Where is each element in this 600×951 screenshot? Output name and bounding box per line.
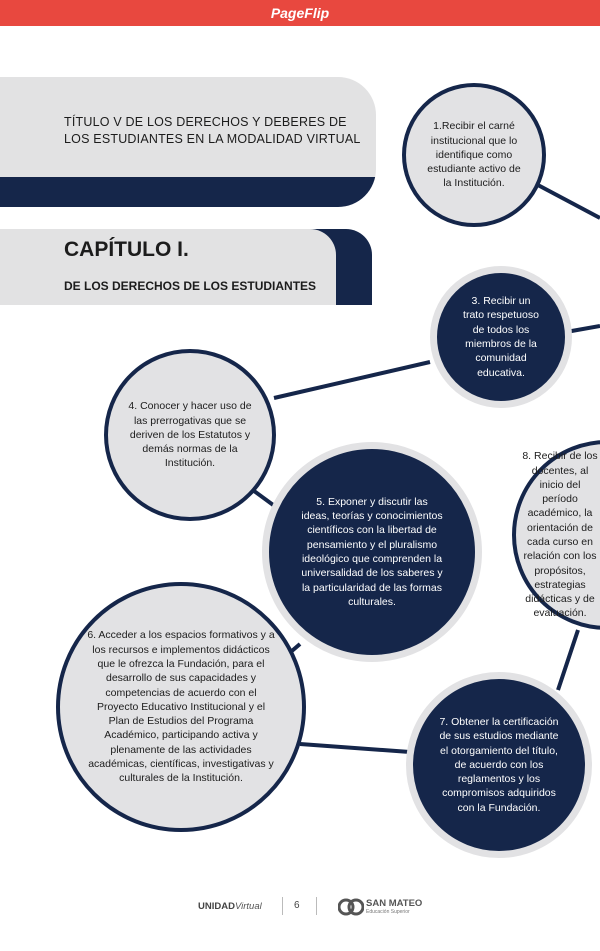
connector-6-7	[300, 744, 410, 752]
brand-name: SAN MATEO	[366, 898, 423, 909]
right-circle-8	[512, 440, 600, 630]
unidad-virtual-logo: UNIDADVirtual	[198, 901, 262, 912]
app-title: PageFlip	[270, 5, 330, 21]
right-circle-6	[56, 582, 306, 832]
right-6-text: 6. Acceder a los espacios formativos y a los recursos e implementos didácticos que le ofrezca la Fundación, para el desarrollo de sus capacidades y competencias de acuerdo con el Proyecto Educativo Institucional y el Plan de Estudios del Programa Académico, participando activa y plenamente de las actividades académicas, científicas, investigativas y culturales de la Institución.	[87, 629, 275, 785]
right-circle-3	[430, 266, 572, 408]
right-3-text: 3. Recibir un trato respetuoso de todos los miembros de la comunidad educativa.	[463, 295, 539, 379]
right-circle-5	[262, 442, 482, 662]
connector-4-3	[274, 362, 430, 398]
right-4-text: 4. Conocer y hacer uso de las prerrogativas que se deriven de los Estatutos y demás normas de la Institución.	[128, 400, 252, 470]
right-7-text: 7. Obtener la certificación de sus estudios mediante el otorgamiento del título, de acuerdo con los reglamentos y los compromisos adquiridos con la Fundación.	[439, 715, 559, 814]
connector-7-8	[558, 630, 578, 690]
right-1-text: 1.Recibir el carné institucional que lo identifique como estudiante activo de la Institución.	[427, 120, 521, 190]
connector-1	[536, 184, 600, 218]
san-mateo-logo-icon	[338, 896, 364, 918]
right-circle-7	[406, 672, 592, 858]
section-title: TÍTULO V DE LOS DERECHOS Y DEBERES DE LOS ESTUDIANTES EN LA MODALIDAD VIRTUAL	[64, 115, 361, 146]
chapter-title: CAPÍTULO I.	[64, 238, 189, 261]
footer-divider	[282, 897, 283, 915]
right-8-text: 8. Recibir de los docentes, al inicio del período académico, la orientación de cada curso en relación con los propósitos, estrategias didácticas y de evaluación.	[522, 450, 598, 620]
page-footer	[0, 895, 600, 919]
page-number: 6	[294, 900, 300, 911]
right-circle-1	[402, 83, 546, 227]
right-5-text: 5. Exponer y discutir las ideas, teorías y conocimientos científicos con la libertad de pensamiento y el pluralismo ideológico que comprenden la universalidad de los saberes y la particularidad de las formas culturales.	[301, 495, 443, 608]
brand-tagline: Educación Superior	[366, 909, 410, 915]
footer-divider	[316, 897, 317, 915]
right-circle-4	[104, 349, 276, 521]
chapter-subtitle: DE LOS DERECHOS DE LOS ESTUDIANTES	[64, 279, 317, 293]
